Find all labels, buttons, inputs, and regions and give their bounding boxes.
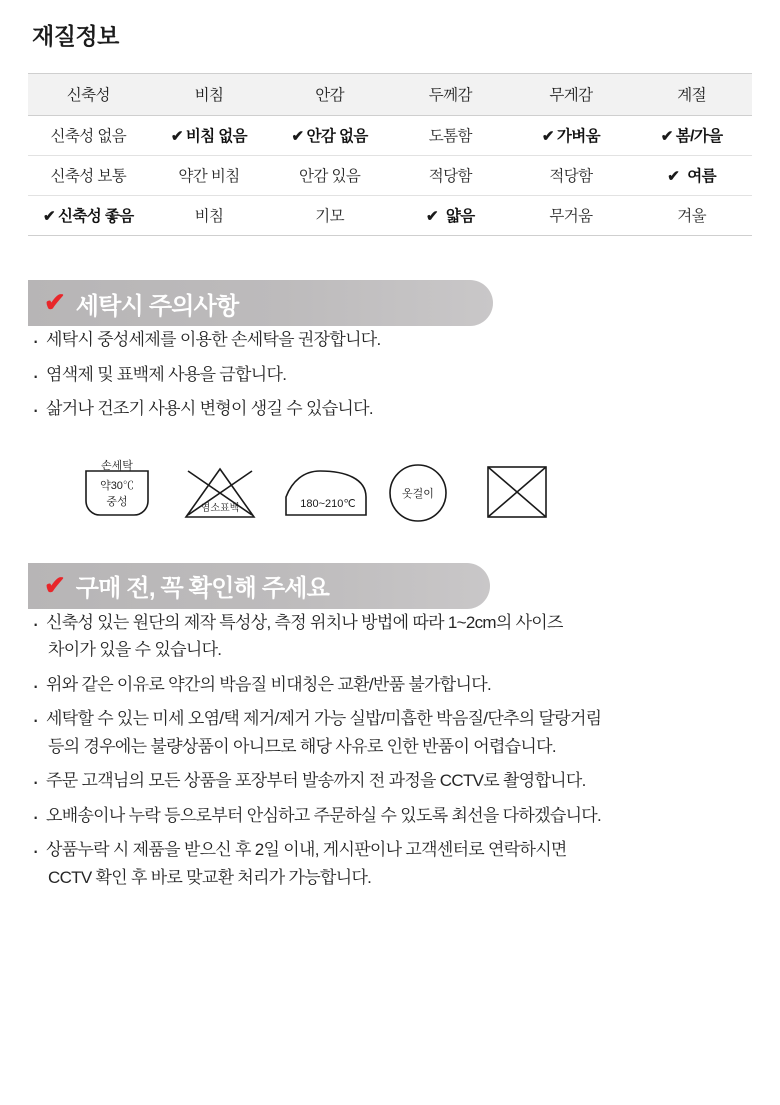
- ribbon-banner: [28, 280, 493, 326]
- list-item-text: 세탁할 수 있는 미세 오염/택 제거/제거 가능 실밥/미흡한 박음질/단추의 달랑거림: [46, 709, 602, 729]
- table-cell: [149, 156, 270, 196]
- list-item: [28, 326, 752, 354]
- table-row: [28, 116, 752, 156]
- table-row: [28, 196, 752, 236]
- list-item: [28, 395, 752, 423]
- ribbon-label: 구매 전, 꼭 확인해 주세요: [75, 575, 329, 603]
- table-cell: [511, 196, 632, 236]
- purchase-notice-list: [28, 609, 752, 892]
- cell-label: 신축성 좋음: [58, 208, 134, 225]
- list-item: [28, 802, 752, 830]
- table-cell: [269, 196, 390, 236]
- cell-label: 가벼움: [556, 128, 600, 145]
- cell-label: 기모: [315, 208, 345, 225]
- list-item: [28, 671, 752, 699]
- cell-label: 얇음: [445, 208, 475, 225]
- svg-text:손세탁: 손세탁: [101, 459, 133, 472]
- list-item-text: 신축성 있는 원단의 제작 특성상, 측정 위치나 방법에 따라 1~2cm의 사이즈: [46, 612, 563, 632]
- table-cell: [390, 116, 511, 156]
- table-header: [28, 74, 752, 116]
- check-icon: ✔: [425, 208, 438, 225]
- cell-label: 봄/가을: [675, 128, 723, 145]
- check-icon: ✔: [660, 128, 673, 145]
- table-cell: [631, 116, 752, 156]
- check-icon: ✔: [667, 168, 680, 185]
- wash-instruction-list: [28, 326, 752, 423]
- cell-label: 안감 없음: [306, 128, 368, 145]
- cell-label: 무거움: [549, 208, 593, 225]
- svg-text:180~210℃: 180~210℃: [300, 497, 356, 510]
- table-cell: [149, 196, 270, 236]
- page-title: 재질정보: [32, 23, 119, 49]
- material-info-table: [28, 73, 752, 236]
- table-row: [28, 156, 752, 196]
- check-icon: ✔: [44, 569, 66, 600]
- cell-label: 적당함: [549, 168, 593, 185]
- table-cell: [511, 156, 632, 196]
- table-cell: [631, 156, 752, 196]
- svg-text:염소표백: 염소표백: [200, 502, 240, 514]
- table-cell: [511, 116, 632, 156]
- column-header-season: 계절: [631, 74, 752, 116]
- table-cell: [28, 156, 149, 196]
- cell-label: 비침: [194, 208, 224, 225]
- check-icon: ✔: [541, 128, 554, 145]
- column-header-seethrough: 비침: [149, 74, 270, 116]
- list-item: [28, 767, 752, 795]
- ribbon-label: 세탁시 주의사항: [75, 292, 239, 320]
- list-item: [28, 836, 752, 891]
- hand-wash-symbol: [80, 457, 152, 521]
- list-item: [28, 609, 752, 664]
- cell-label: 신축성 보통: [50, 168, 127, 185]
- table-cell: [390, 196, 511, 236]
- list-item-text-line2: CCTV 확인 후 바로 맞교환 처리가 가능합니다.: [48, 867, 372, 887]
- cell-label: 도톰함: [428, 128, 472, 145]
- cell-label: 여름: [687, 168, 716, 185]
- list-item-text: 상품누락 시 제품을 받으신 후 2일 이내, 게시판이나 고객센터로 연락하시면: [46, 840, 567, 860]
- cell-label: 약간 비침: [178, 168, 240, 185]
- cell-label: 비침 없음: [185, 128, 248, 145]
- no-bleach-symbol: [180, 457, 252, 521]
- column-header-thickness: 두께감: [390, 74, 511, 116]
- no-dry-clean-symbol: [480, 457, 552, 521]
- table-header-row: [28, 74, 752, 116]
- table-cell: [390, 156, 511, 196]
- table-cell: [28, 196, 149, 236]
- check-icon: ✔: [170, 128, 183, 145]
- cell-label: 겨울: [677, 208, 707, 225]
- list-item-text-line2: 등의 경우에는 불량상품이 아니므로 해당 사유로 인한 반품이 어렵습니다.: [48, 736, 556, 756]
- svg-text:옷걸이: 옷걸이: [402, 487, 434, 500]
- check-icon: ✔: [43, 208, 56, 225]
- column-header-weight: 무게감: [511, 74, 632, 116]
- ribbon-banner: [28, 563, 490, 609]
- list-item-text-line2: 차이가 있을 수 있습니다.: [48, 640, 222, 660]
- svg-text:약30℃: 약30℃: [100, 479, 134, 492]
- cell-label: 신축성 없음: [50, 128, 127, 145]
- hang-dry-symbol: [380, 457, 452, 521]
- list-item-text: 염색제 및 표백제 사용을 금합니다.: [46, 364, 287, 384]
- list-item-text: 오배송이나 누락 등으로부터 안심하고 주문하실 수 있도록 최선을 다하겠습니다.: [46, 805, 602, 825]
- table-cell: [149, 116, 270, 156]
- table-cell: [269, 116, 390, 156]
- list-item-text: 위와 같은 이유로 약간의 박음질 비대칭은 교환/반품 불가합니다.: [46, 674, 491, 694]
- column-header-stretch: 신축성: [28, 74, 149, 116]
- table-cell: [269, 156, 390, 196]
- list-item-text: 주문 고객님의 모든 상품을 포장부터 발송까지 전 과정을 CCTV로 촬영합니다.: [46, 771, 586, 791]
- list-item: [28, 705, 752, 760]
- check-icon: ✔: [291, 128, 304, 145]
- bottom-spacer: [28, 898, 752, 958]
- table-cell: [28, 116, 149, 156]
- table-body: [28, 116, 752, 236]
- iron-temp-symbol: [280, 457, 356, 521]
- list-item-text: 세탁시 중성세제를 이용한 손세탁을 권장합니다.: [46, 330, 381, 349]
- wash-section-heading: [28, 280, 752, 326]
- list-item: [28, 361, 752, 389]
- notice-section-heading: [28, 563, 752, 609]
- svg-text:중성: 중성: [106, 495, 128, 508]
- table-cell: [631, 196, 752, 236]
- check-icon: ✔: [44, 287, 66, 317]
- column-header-lining: 안감: [269, 74, 390, 116]
- list-item-text: 삶거나 건조기 사용시 변형이 생길 수 있습니다.: [46, 399, 373, 419]
- cell-label: 안감 있음: [299, 168, 361, 185]
- cell-label: 적당함: [428, 168, 472, 185]
- care-symbol-row: [28, 457, 752, 521]
